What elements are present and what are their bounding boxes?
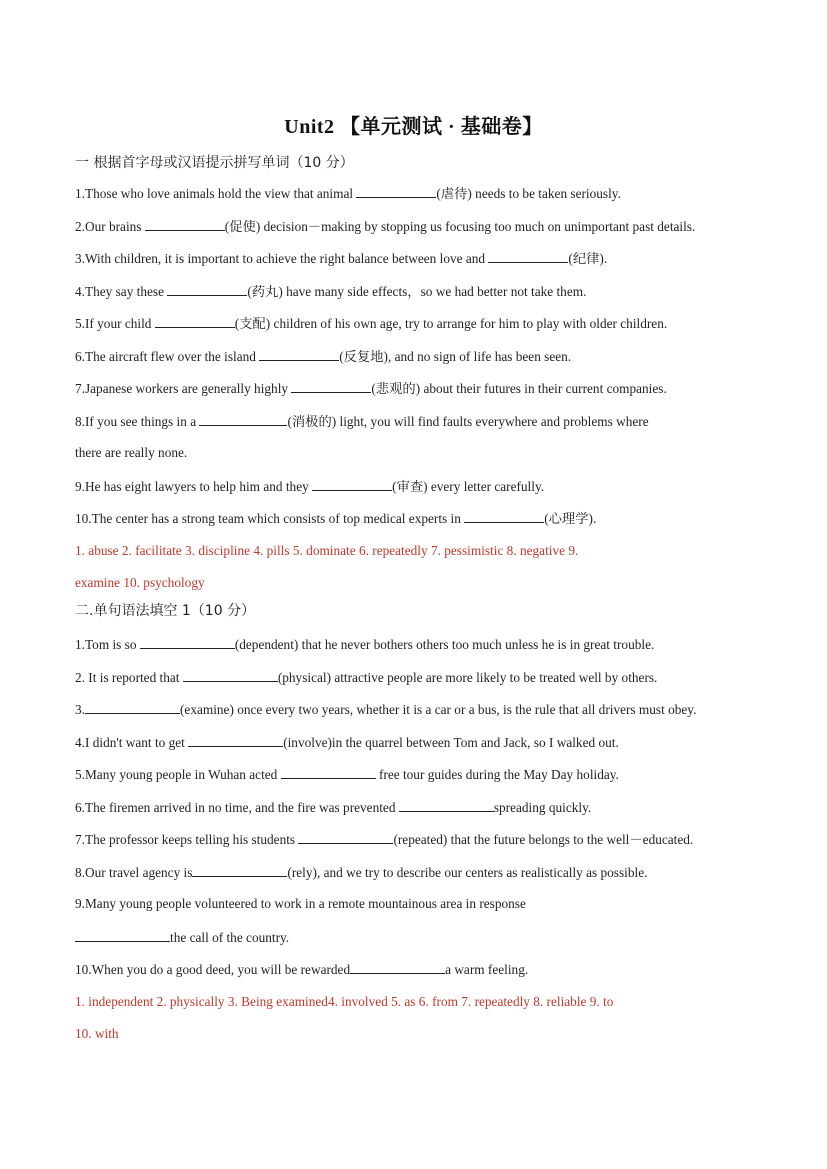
question-line: 8.Our travel agency is (rely), and we try to describe our centers as realistically as possible.: [75, 865, 648, 880]
question-line: 3.With children, it is important to achieve the right balance between love and (纪律).: [75, 251, 608, 266]
question-line: 2.Our brains (促使) decision－making by stopping us focusing too much on unimportant past details.: [75, 219, 696, 234]
section2-heading: 二.单句语法填空 1（10 分）: [75, 603, 256, 619]
answer-blank[interactable]: [155, 315, 235, 328]
answer-blank[interactable]: [298, 831, 393, 844]
answer-key: 1. independent 2. physically 3. Being examined4. involved 5. as 6. from 7. repeatedly 8. reliable 9. to: [75, 994, 614, 1009]
page-title: Unit2 【单元测试 · 基础卷】: [284, 116, 543, 138]
question-line: 3. (examine) once every two years, whether it is a car or a bus, is the rule that all drivers must obey.: [75, 702, 697, 717]
answer-blank[interactable]: [356, 185, 436, 198]
answer-blank[interactable]: [140, 636, 235, 649]
answer-blank[interactable]: [350, 961, 445, 974]
answer-blank[interactable]: [145, 218, 225, 231]
question-line: 6.The aircraft flew over the island (反复地), and no sign of life has been seen.: [75, 349, 572, 364]
question-line: 1.Those who love animals hold the view that animal (虐待) needs to be taken seriously.: [75, 186, 621, 201]
answer-blank[interactable]: [75, 929, 170, 942]
question-line: 4.They say these (药丸) have many side effects，so we had better not take them.: [75, 284, 587, 299]
answer-key: 1. abuse 2. facilitate 3. discipline 4. pills 5. dominate 6. repeatedly 7. pessimistic 8. negative 9.: [75, 543, 579, 558]
question-line: 7.The professor keeps telling his students (repeated) that the future belongs to the well－educated.: [75, 832, 694, 847]
question-line: 1.Tom is so (dependent) that he never bothers others too much unless he is in great trouble.: [75, 637, 655, 652]
answer-key: examine 10. psychology: [75, 575, 205, 590]
question-line: 5.If your child (支配) children of his own age, try to arrange for him to play with older children.: [75, 316, 668, 331]
answer-blank[interactable]: [281, 766, 376, 779]
answer-blank[interactable]: [188, 734, 283, 747]
question-line: 9.Many young people volunteered to work in a remote mountainous area in response: [75, 896, 526, 911]
answer-blank[interactable]: [183, 669, 278, 682]
question-line: 10.The center has a strong team which consists of top medical experts in (心理学).: [75, 511, 597, 526]
answer-blank[interactable]: [312, 478, 392, 491]
question-line: 8.If you see things in a (消极的) light, you will find faults everywhere and problems where: [75, 414, 649, 429]
answer-key: 10. with: [75, 1026, 119, 1041]
question-line: 2. It is reported that (physical) attractive people are more likely to be treated well by others.: [75, 670, 658, 685]
answer-blank[interactable]: [192, 864, 287, 877]
question-line: 4.I didn't want to get (involve)in the quarrel between Tom and Jack, so I walked out.: [75, 735, 619, 750]
section1-heading: 一 根据首字母或汉语提示拼写单词（10 分）: [75, 155, 354, 171]
answer-blank[interactable]: [399, 799, 494, 812]
answer-blank[interactable]: [464, 510, 544, 523]
answer-blank[interactable]: [85, 701, 180, 714]
answer-blank[interactable]: [488, 250, 568, 263]
question-line: 6.The firemen arrived in no time, and the fire was prevented spreading quickly.: [75, 800, 592, 815]
question-line-continued: the call of the country.: [75, 929, 755, 946]
question-line: 9.He has eight lawyers to help him and they (审查) every letter carefully.: [75, 479, 545, 494]
question-line: 5.Many young people in Wuhan acted free tour guides during the May Day holiday.: [75, 767, 619, 782]
answer-blank[interactable]: [199, 413, 287, 426]
answer-blank[interactable]: [167, 283, 247, 296]
answer-blank[interactable]: [259, 348, 339, 361]
question-line: 10.When you do a good deed, you will be rewarded a warm feeling.: [75, 962, 529, 977]
question-line-continued: there are really none.: [75, 445, 188, 460]
answer-blank[interactable]: [291, 380, 371, 393]
question-line: 7.Japanese workers are generally highly (悲观的) about their futures in their current companies.: [75, 381, 667, 396]
